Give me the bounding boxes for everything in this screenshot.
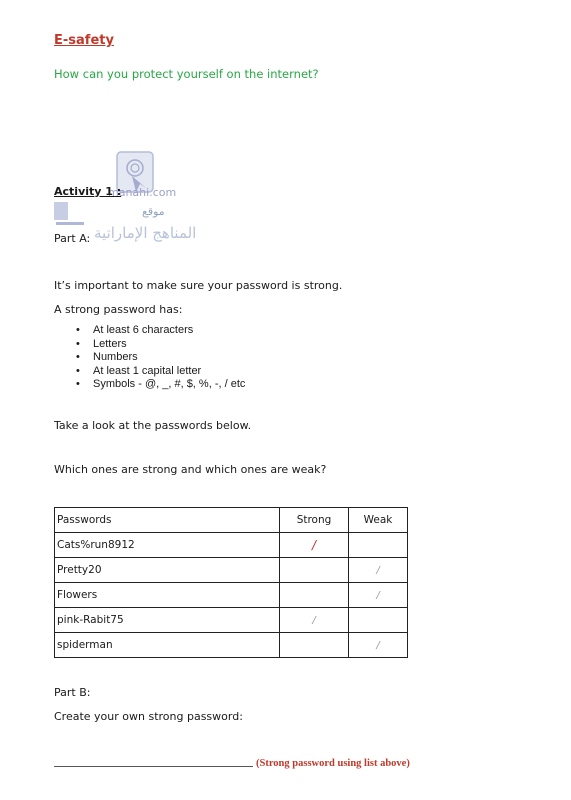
password-cell: Cats%run8912 [55, 533, 280, 558]
prompt-look: Take a look at the passwords below. [54, 419, 252, 432]
tick-mark: / [376, 640, 380, 651]
password-cell: pink-Rabit75 [55, 608, 280, 633]
table-header-row [55, 508, 408, 533]
strong-cell[interactable] [280, 533, 349, 558]
table-row [55, 533, 408, 558]
tick-mark: / [311, 538, 317, 552]
password-table [54, 507, 408, 658]
prompt-which: Which ones are strong and which ones are weak? [54, 463, 327, 476]
table-row [55, 558, 408, 583]
criteria-item: • Symbols - @, _, #, $, %, -, / etc [78, 378, 245, 392]
password-note: (Strong password using list above) [256, 758, 410, 769]
page-question: How can you protect yourself on the internet? [54, 67, 319, 81]
password-cell: Pretty20 [55, 558, 280, 583]
weak-cell[interactable] [349, 558, 408, 583]
strong-cell[interactable] [280, 633, 349, 658]
password-answer-line[interactable] [54, 766, 253, 767]
watermark-url: manahi.com [108, 186, 177, 199]
criteria-item: • At least 6 characters [78, 324, 245, 338]
header-passwords: Passwords [55, 508, 280, 533]
activity-label: Activity 1 : [54, 185, 122, 198]
strong-cell[interactable] [280, 583, 349, 608]
criteria-list [58, 324, 245, 392]
header-strong: Strong [280, 508, 349, 533]
criteria-item: • Numbers [78, 351, 245, 365]
watermark-arabic-1: موقع [142, 205, 165, 218]
table-row [55, 608, 408, 633]
weak-cell[interactable] [349, 533, 408, 558]
weak-cell[interactable] [349, 608, 408, 633]
tick-mark: / [312, 615, 316, 626]
page-title: E-safety [54, 33, 114, 48]
criteria-item: • At least 1 capital letter [78, 365, 245, 379]
strong-cell[interactable] [280, 608, 349, 633]
criteria-item: • Letters [78, 338, 245, 352]
part-b-instruction: Create your own strong password: [54, 710, 243, 723]
intro-line-1: It’s important to make sure your password is strong. [54, 279, 343, 292]
password-cell: spiderman [55, 633, 280, 658]
tick-mark: / [376, 565, 380, 576]
password-cell: Flowers [55, 583, 280, 608]
part-a-label: Part A: [54, 232, 91, 245]
tick-mark: / [376, 590, 380, 601]
strong-cell[interactable] [280, 558, 349, 583]
weak-cell[interactable] [349, 583, 408, 608]
header-weak: Weak [349, 508, 408, 533]
watermark-arabic-2: المناهج الإماراتية [94, 224, 197, 242]
table-row [55, 583, 408, 608]
table-row [55, 633, 408, 658]
weak-cell[interactable] [349, 633, 408, 658]
intro-line-2: A strong password has: [54, 303, 183, 316]
part-b-label: Part B: [54, 686, 91, 699]
